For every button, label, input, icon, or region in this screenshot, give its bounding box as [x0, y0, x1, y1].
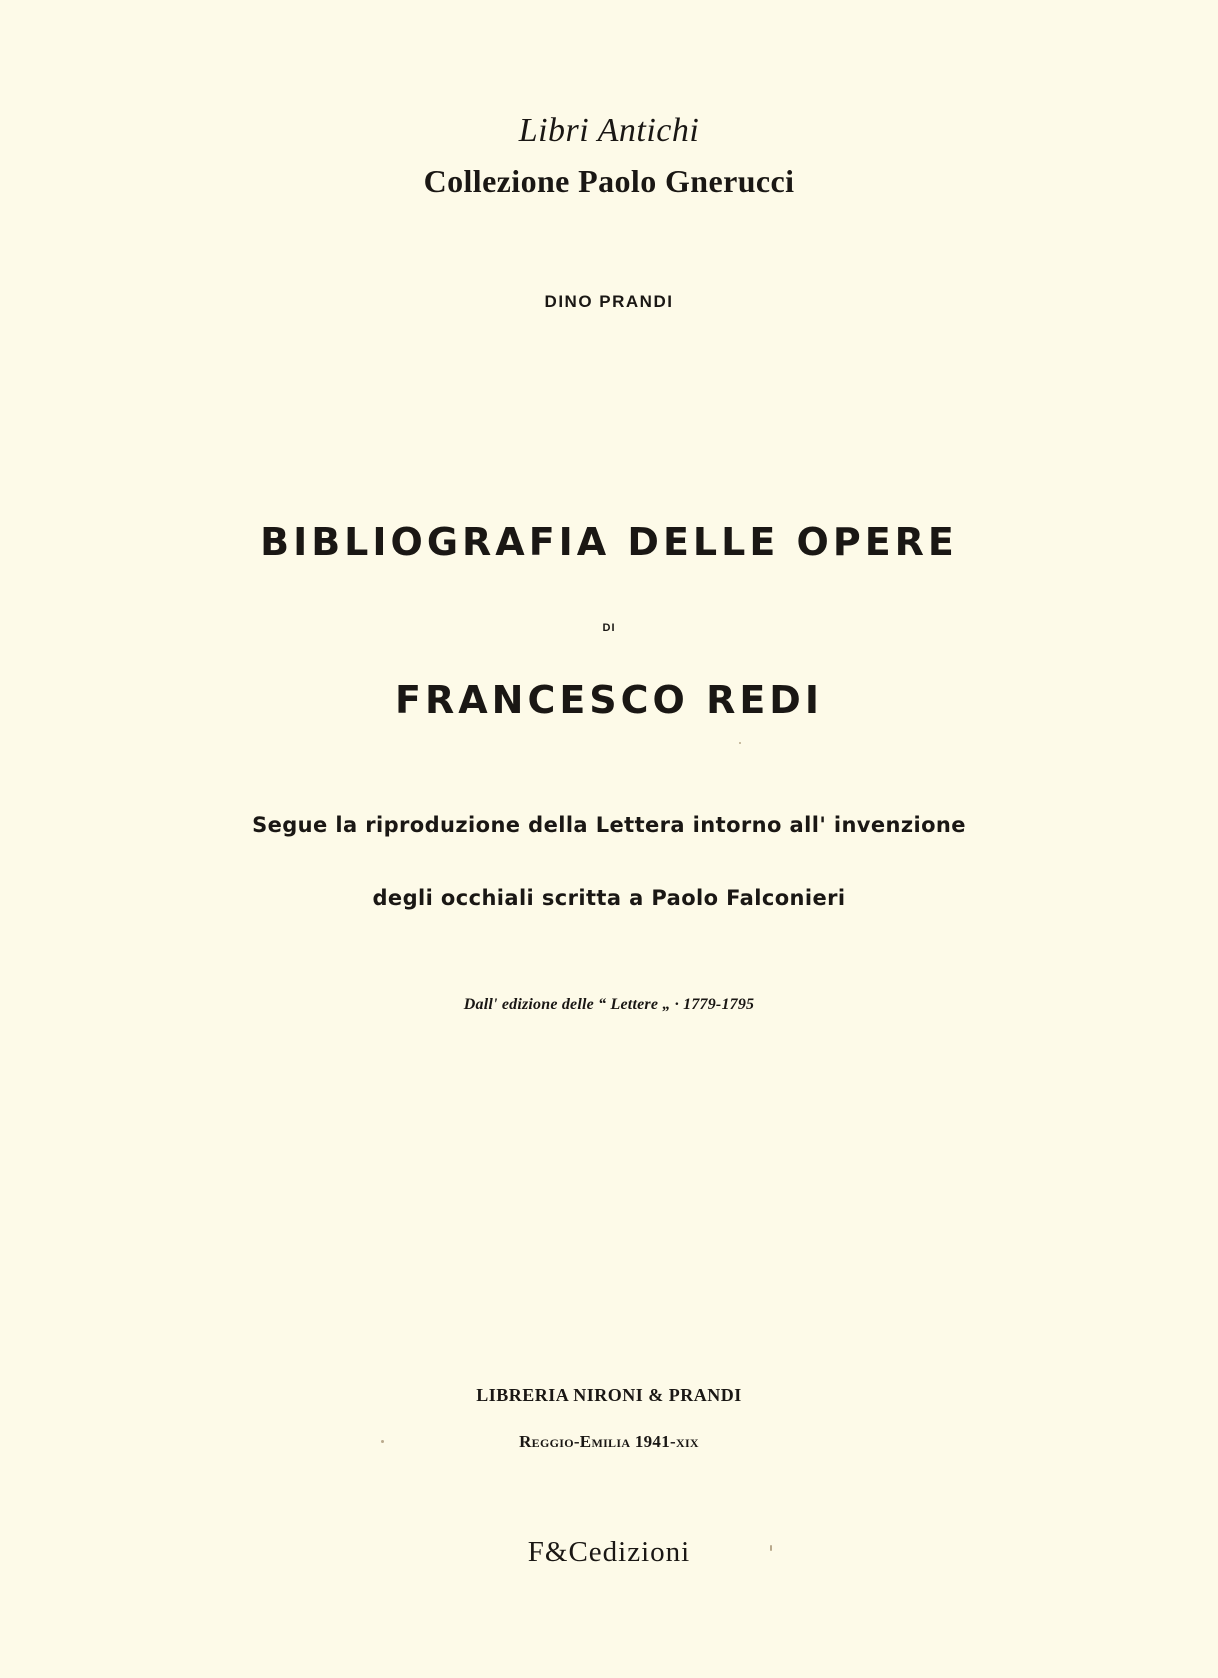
- collection-title: Collezione Paolo Gnerucci: [423, 163, 795, 199]
- book-subject: FRANCESCO REDI: [395, 678, 823, 722]
- edition-note: Dall' edizione delle “ Lettere „ · 1779-1795: [463, 996, 755, 1013]
- imprint-logo: F&Cedizioni: [527, 1536, 691, 1568]
- series-title: Libri Antichi: [518, 112, 700, 149]
- subtitle-line-2: degli occhiali scritta a Paolo Falconieri: [372, 886, 846, 910]
- publisher-name: LIBRERIA NIRONI & PRANDI: [476, 1385, 742, 1405]
- paper-speck: [739, 742, 741, 744]
- title-connector: DI: [602, 622, 616, 634]
- author-name: DINO PRANDI: [544, 292, 674, 311]
- book-title: BIBLIOGRAFIA DELLE OPERE: [260, 520, 958, 564]
- paper-speck: [381, 1440, 384, 1443]
- paper-speck: [770, 1545, 772, 1551]
- subtitle-line-1: Segue la riproduzione della Lettera intorno all' invenzione: [252, 813, 966, 837]
- publisher-place-date: Reggio-Emilia 1941-xix: [519, 1432, 699, 1451]
